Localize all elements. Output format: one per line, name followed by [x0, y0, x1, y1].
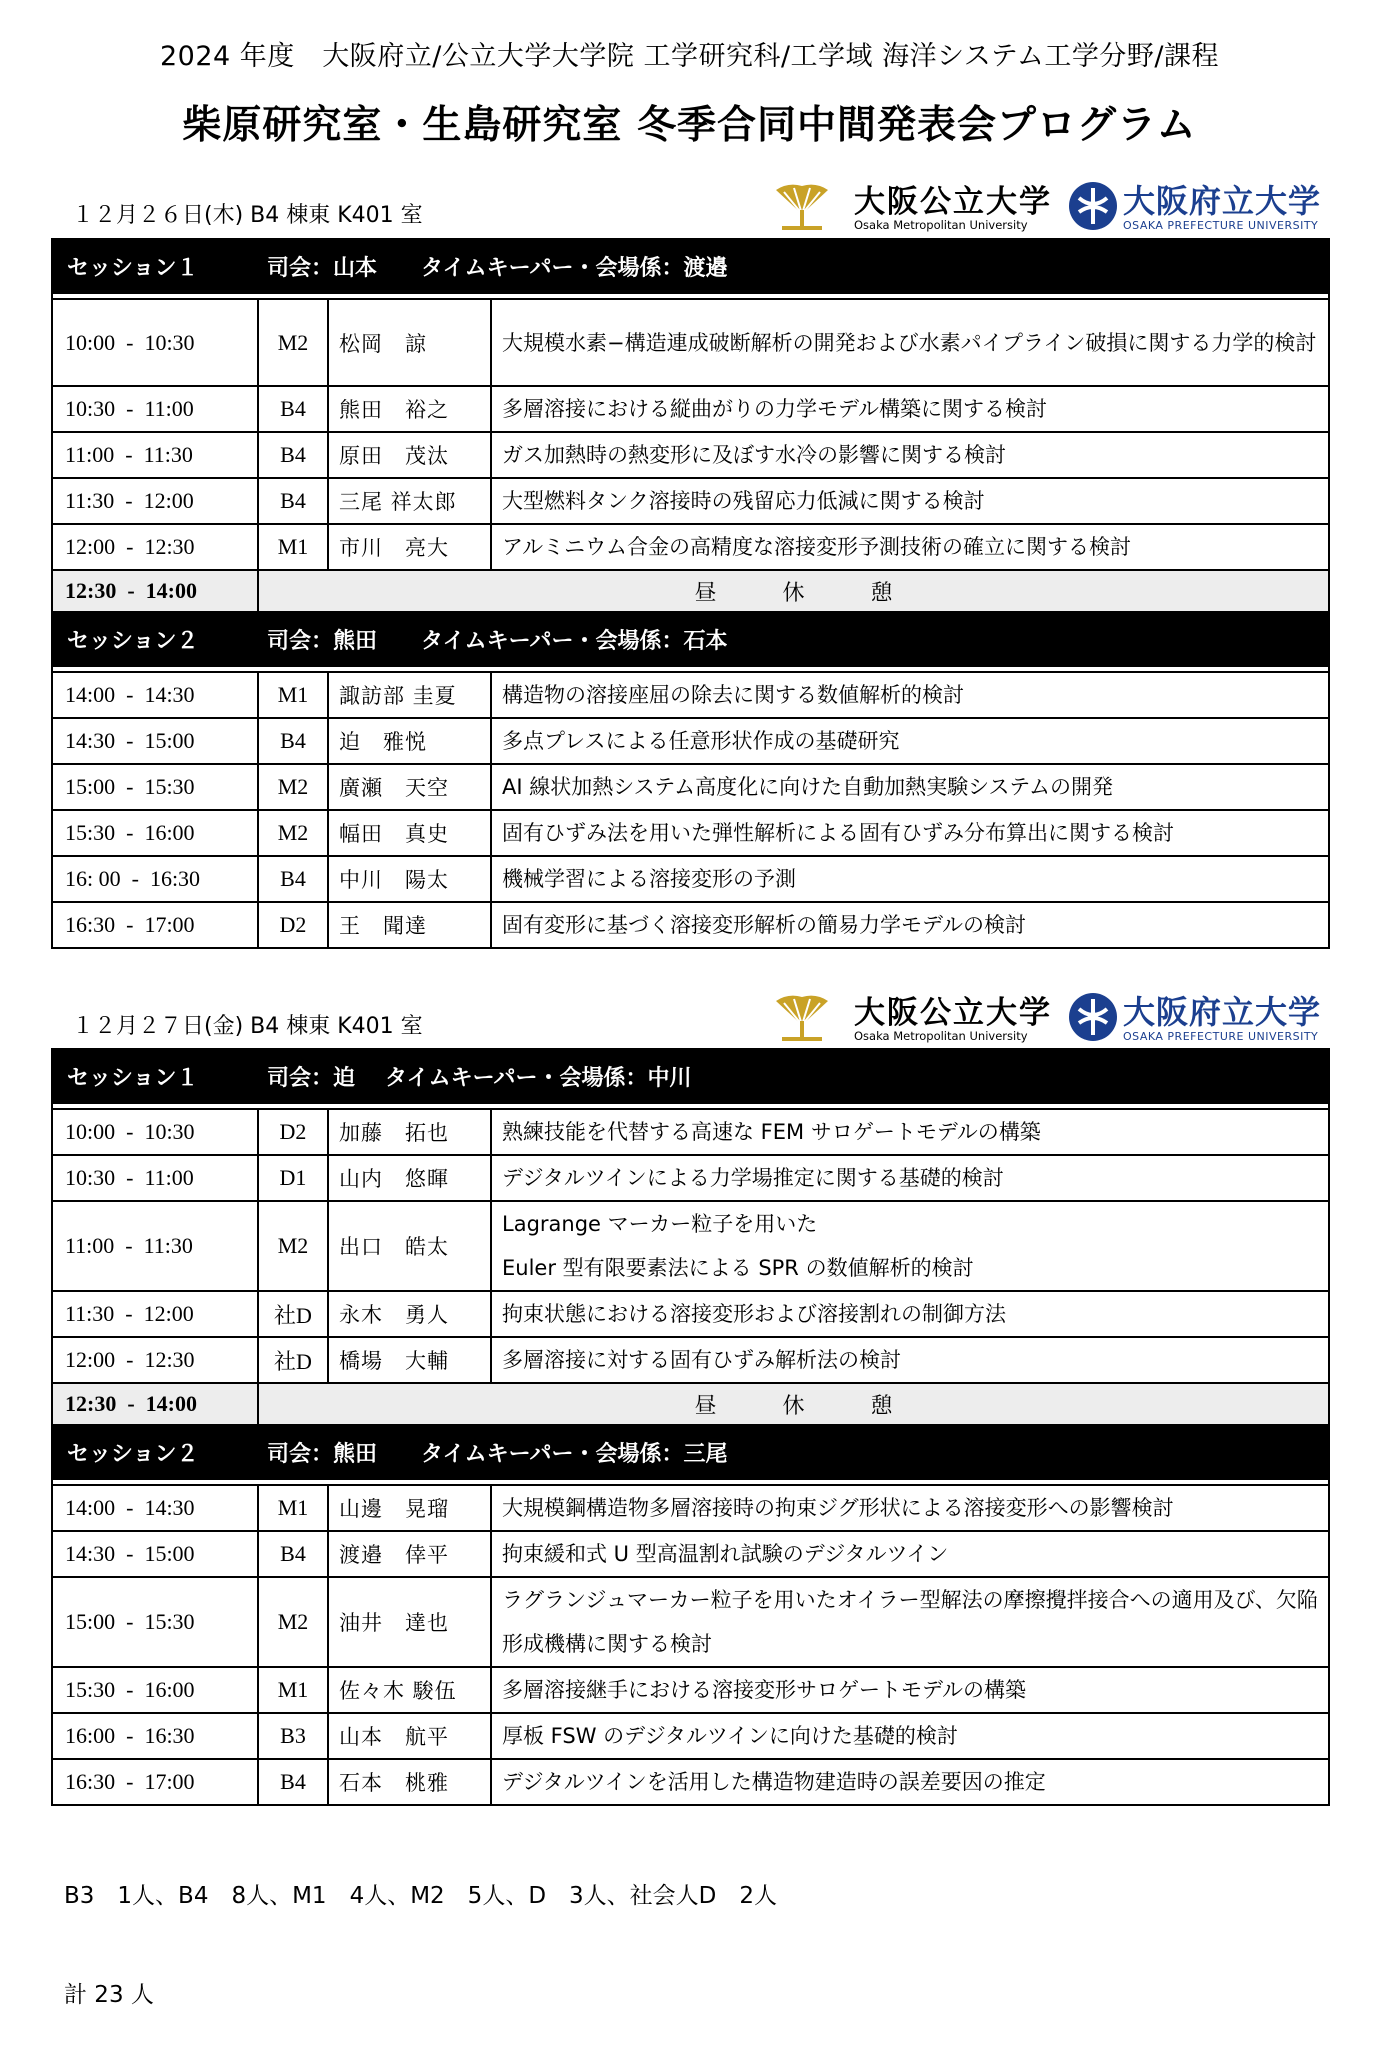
title-cell: AI 線状加熱システム高度化に向けた自動加熱実験システムの開発: [491, 764, 1329, 810]
session-timekeeper: タイムキーパー・会場係：中川: [385, 1065, 692, 1091]
presenter-cell: 油井 達也: [328, 1577, 491, 1667]
time-cell: 14:30 - 15:00: [52, 718, 258, 764]
logos-day2: [770, 987, 1325, 1049]
day2-schedule-table: [51, 1048, 1330, 1806]
table-row: [52, 386, 1329, 432]
title-cell: 固有変形に基づく溶接変形解析の簡易力学モデルの検討: [491, 902, 1329, 948]
time-cell: 14:00 - 14:30: [52, 672, 258, 718]
omu-subtitle: Osaka Metropolitan University: [854, 218, 1028, 232]
time-cell: 12:00 - 12:30: [52, 524, 258, 570]
title-cell: ラグランジュマーカー粒子を用いたオイラー型解法の摩擦攪拌接合への適用及び、欠陥形成機構に関する検討: [491, 1577, 1329, 1667]
time-cell: 16:30 - 17:00: [52, 902, 258, 948]
session-header: [52, 612, 1329, 666]
table-row: [52, 718, 1329, 764]
title-cell: ガス加熱時の熱変形に及ぼす水冷の影響に関する検討: [491, 432, 1329, 478]
page-title: 柴原研究室・生島研究室 冬季合同中間発表会プログラム: [182, 103, 1197, 148]
presenter-cell: 石本 桃雅: [328, 1759, 491, 1805]
presenter-cell: 廣瀬 天空: [328, 764, 491, 810]
title-line-2: Euler 型有限要素法による SPR の数値解析的検討: [502, 1256, 974, 1280]
presenter-cell: 熊田 裕之: [328, 386, 491, 432]
time-cell: 11:00 - 11:30: [52, 432, 258, 478]
grade-cell: M2: [258, 1577, 328, 1667]
presenter-cell: 山邊 晃瑠: [328, 1485, 491, 1531]
time-cell: 10:00 - 10:30: [52, 1109, 258, 1155]
presenter-cell: 中川 陽太: [328, 856, 491, 902]
day1-schedule-table: [51, 238, 1330, 949]
header-line: 2024 年度 大阪府立/公立大学大学院 工学研究科/工学域 海洋システム工学分野/課程: [159, 41, 1220, 72]
title-cell: 拘束緩和式 U 型高温割れ試験のデジタルツイン: [491, 1531, 1329, 1577]
time-cell: 10:00 - 10:30: [52, 299, 258, 386]
session-chair: 司会：熊田: [267, 628, 378, 654]
grade-cell: B4: [258, 432, 328, 478]
presenter-cell: 加藤 拓也: [328, 1109, 491, 1155]
grade-cell: B4: [258, 718, 328, 764]
table-row: [52, 1201, 1329, 1291]
omu-name: 大阪公立大学: [854, 995, 1052, 1031]
table-row: [52, 1291, 1329, 1337]
presenter-cell: 渡邉 倖平: [328, 1531, 491, 1577]
grade-cell: D2: [258, 1109, 328, 1155]
table-row: [52, 524, 1329, 570]
time-cell: 15:00 - 15:30: [52, 1577, 258, 1667]
title-cell: デジタルツインを活用した構造物建造時の誤差要因の推定: [491, 1759, 1329, 1805]
presenter-cell: 原田 茂汰: [328, 432, 491, 478]
lunch-time: 12:30 - 14:00: [52, 1383, 258, 1425]
omu-logo: [770, 987, 1060, 1049]
opu-logo: [1067, 176, 1327, 238]
title-cell: [491, 1201, 1329, 1291]
table-row: [52, 299, 1329, 386]
lunch-row: [52, 570, 1329, 612]
session-chair: 司会：迫: [267, 1065, 356, 1091]
presenter-cell: 山内 悠暉: [328, 1155, 491, 1201]
lunch-label: 昼 休 憩: [258, 570, 1329, 612]
presenter-cell: 迫 雅悦: [328, 718, 491, 764]
omu-name: 大阪公立大学: [854, 184, 1052, 220]
table-row: [52, 1531, 1329, 1577]
grade-cell: B4: [258, 856, 328, 902]
time-cell: 16: 00 - 16:30: [52, 856, 258, 902]
session-name: セッション２: [67, 1441, 199, 1467]
session-timekeeper: タイムキーパー・会場係：渡邉: [421, 255, 728, 281]
presenter-cell: 出口 皓太: [328, 1201, 491, 1291]
table-row: [52, 1713, 1329, 1759]
grade-cell: B4: [258, 386, 328, 432]
lunch-row: [52, 1383, 1329, 1425]
title-cell: 多層溶接継手における溶接変形サロゲートモデルの構築: [491, 1667, 1329, 1713]
grade-cell: M1: [258, 524, 328, 570]
table-row: [52, 764, 1329, 810]
table-row: [52, 478, 1329, 524]
table-row: [52, 810, 1329, 856]
time-cell: 12:00 - 12:30: [52, 1337, 258, 1383]
session-timekeeper: タイムキーパー・会場係：三尾: [421, 1441, 728, 1467]
participant-counts: B3 1人、B4 8人、M1 4人、M2 5人、D 3人、社会人D 2人: [64, 1883, 777, 1909]
grade-cell: B3: [258, 1713, 328, 1759]
title-cell: 熟練技能を代替する高速な FEM サロゲートモデルの構築: [491, 1109, 1329, 1155]
ginkgo-leaf-icon: [770, 180, 834, 236]
title-cell: 多層溶接における縦曲がりの力学モデル構築に関する検討: [491, 386, 1329, 432]
table-row: [52, 672, 1329, 718]
grade-cell: B4: [258, 478, 328, 524]
session-chair: 司会：山本: [267, 255, 378, 281]
opu-subtitle: OSAKA PREFECTURE UNIVERSITY: [1123, 219, 1319, 232]
session-name: セッション１: [67, 1065, 199, 1091]
time-cell: 10:30 - 11:00: [52, 386, 258, 432]
presenter-cell: 佐々木 駿伍: [328, 1667, 491, 1713]
time-cell: 15:00 - 15:30: [52, 764, 258, 810]
lunch-time: 12:30 - 14:00: [52, 570, 258, 612]
opu-emblem-icon: [1067, 989, 1119, 1045]
title-cell: 厚板 FSW のデジタルツインに向けた基礎的検討: [491, 1713, 1329, 1759]
table-row: [52, 1109, 1329, 1155]
opu-emblem-icon: [1067, 178, 1119, 234]
time-cell: 16:30 - 17:00: [52, 1759, 258, 1805]
table-row: [52, 1577, 1329, 1667]
grade-cell: 社D: [258, 1337, 328, 1383]
omu-logo: [770, 176, 1060, 238]
presenter-cell: 松岡 諒: [328, 299, 491, 386]
table-row: [52, 432, 1329, 478]
title-cell: 多点プレスによる任意形状作成の基礎研究: [491, 718, 1329, 764]
presenter-cell: 幅田 真史: [328, 810, 491, 856]
grade-cell: B4: [258, 1759, 328, 1805]
presenter-cell: 山本 航平: [328, 1713, 491, 1759]
presenter-cell: 諏訪部 圭夏: [328, 672, 491, 718]
time-cell: 15:30 - 16:00: [52, 1667, 258, 1713]
title-cell: アルミニウム合金の高精度な溶接変形予測技術の確立に関する検討: [491, 524, 1329, 570]
session-name: セッション１: [67, 255, 199, 281]
presenter-cell: 三尾 祥太郎: [328, 478, 491, 524]
title-cell: 大規模鋼構造物多層溶接時の拘束ジグ形状による溶接変形への影響検討: [491, 1485, 1329, 1531]
time-cell: 14:30 - 15:00: [52, 1531, 258, 1577]
table-row: [52, 1337, 1329, 1383]
time-cell: 15:30 - 16:00: [52, 810, 258, 856]
grade-cell: D1: [258, 1155, 328, 1201]
table-row: [52, 856, 1329, 902]
title-cell: デジタルツインによる力学場推定に関する基礎的検討: [491, 1155, 1329, 1201]
day2-date: １２月２７日(金) B4 棟東 K401 室: [72, 1014, 423, 1039]
session-header: [52, 1049, 1329, 1103]
time-cell: 14:00 - 14:30: [52, 1485, 258, 1531]
grade-cell: D2: [258, 902, 328, 948]
lunch-label: 昼 休 憩: [258, 1383, 1329, 1425]
ginkgo-leaf-icon: [770, 991, 834, 1047]
table-row: [52, 1759, 1329, 1805]
grade-cell: M2: [258, 810, 328, 856]
title-cell: 機械学習による溶接変形の予測: [491, 856, 1329, 902]
title-cell: 大規模水素−構造連成破断解析の開発および水素パイプライン破損に関する力学的検討: [491, 299, 1329, 386]
title-cell: 拘束状態における溶接変形および溶接割れの制御方法: [491, 1291, 1329, 1337]
logos-day1: [770, 176, 1325, 238]
session-header: [52, 239, 1329, 293]
grade-cell: M1: [258, 672, 328, 718]
session-name: セッション２: [67, 628, 199, 654]
grade-cell: 社D: [258, 1291, 328, 1337]
grade-cell: M1: [258, 1485, 328, 1531]
session-header: [52, 1425, 1329, 1479]
session-chair: 司会：熊田: [267, 1441, 378, 1467]
grade-cell: B4: [258, 1531, 328, 1577]
opu-subtitle: OSAKA PREFECTURE UNIVERSITY: [1123, 1030, 1319, 1043]
time-cell: 10:30 - 11:00: [52, 1155, 258, 1201]
day1-date: １２月２６日(木) B4 棟東 K401 室: [72, 203, 423, 228]
title-cell: 固有ひずみ法を用いた弾性解析による固有ひずみ分布算出に関する検討: [491, 810, 1329, 856]
time-cell: 11:30 - 12:00: [52, 478, 258, 524]
participant-total: 計 23 人: [64, 1982, 154, 2008]
grade-cell: M1: [258, 1667, 328, 1713]
omu-subtitle: Osaka Metropolitan University: [854, 1029, 1028, 1043]
opu-name: 大阪府立大学: [1123, 182, 1322, 220]
table-row: [52, 1667, 1329, 1713]
title-cell: 多層溶接に対する固有ひずみ解析法の検討: [491, 1337, 1329, 1383]
presenter-cell: 王 聞達: [328, 902, 491, 948]
table-row: [52, 1485, 1329, 1531]
grade-cell: M2: [258, 764, 328, 810]
time-cell: 11:30 - 12:00: [52, 1291, 258, 1337]
opu-name: 大阪府立大学: [1123, 993, 1322, 1031]
time-cell: 11:00 - 11:30: [52, 1201, 258, 1291]
presenter-cell: 橋場 大輔: [328, 1337, 491, 1383]
title-cell: 構造物の溶接座屈の除去に関する数値解析的検討: [491, 672, 1329, 718]
grade-cell: M2: [258, 1201, 328, 1291]
table-row: [52, 902, 1329, 948]
presenter-cell: 市川 亮大: [328, 524, 491, 570]
time-cell: 16:00 - 16:30: [52, 1713, 258, 1759]
participant-summary: [64, 1814, 777, 2045]
table-row: [52, 1155, 1329, 1201]
session-timekeeper: タイムキーパー・会場係：石本: [421, 628, 728, 654]
presenter-cell: 永木 勇人: [328, 1291, 491, 1337]
opu-logo: [1067, 987, 1327, 1049]
title-line-1: Lagrange マーカー粒子を用いた: [502, 1212, 818, 1236]
title-cell: 大型燃料タンク溶接時の残留応力低減に関する検討: [491, 478, 1329, 524]
grade-cell: M2: [258, 299, 328, 386]
